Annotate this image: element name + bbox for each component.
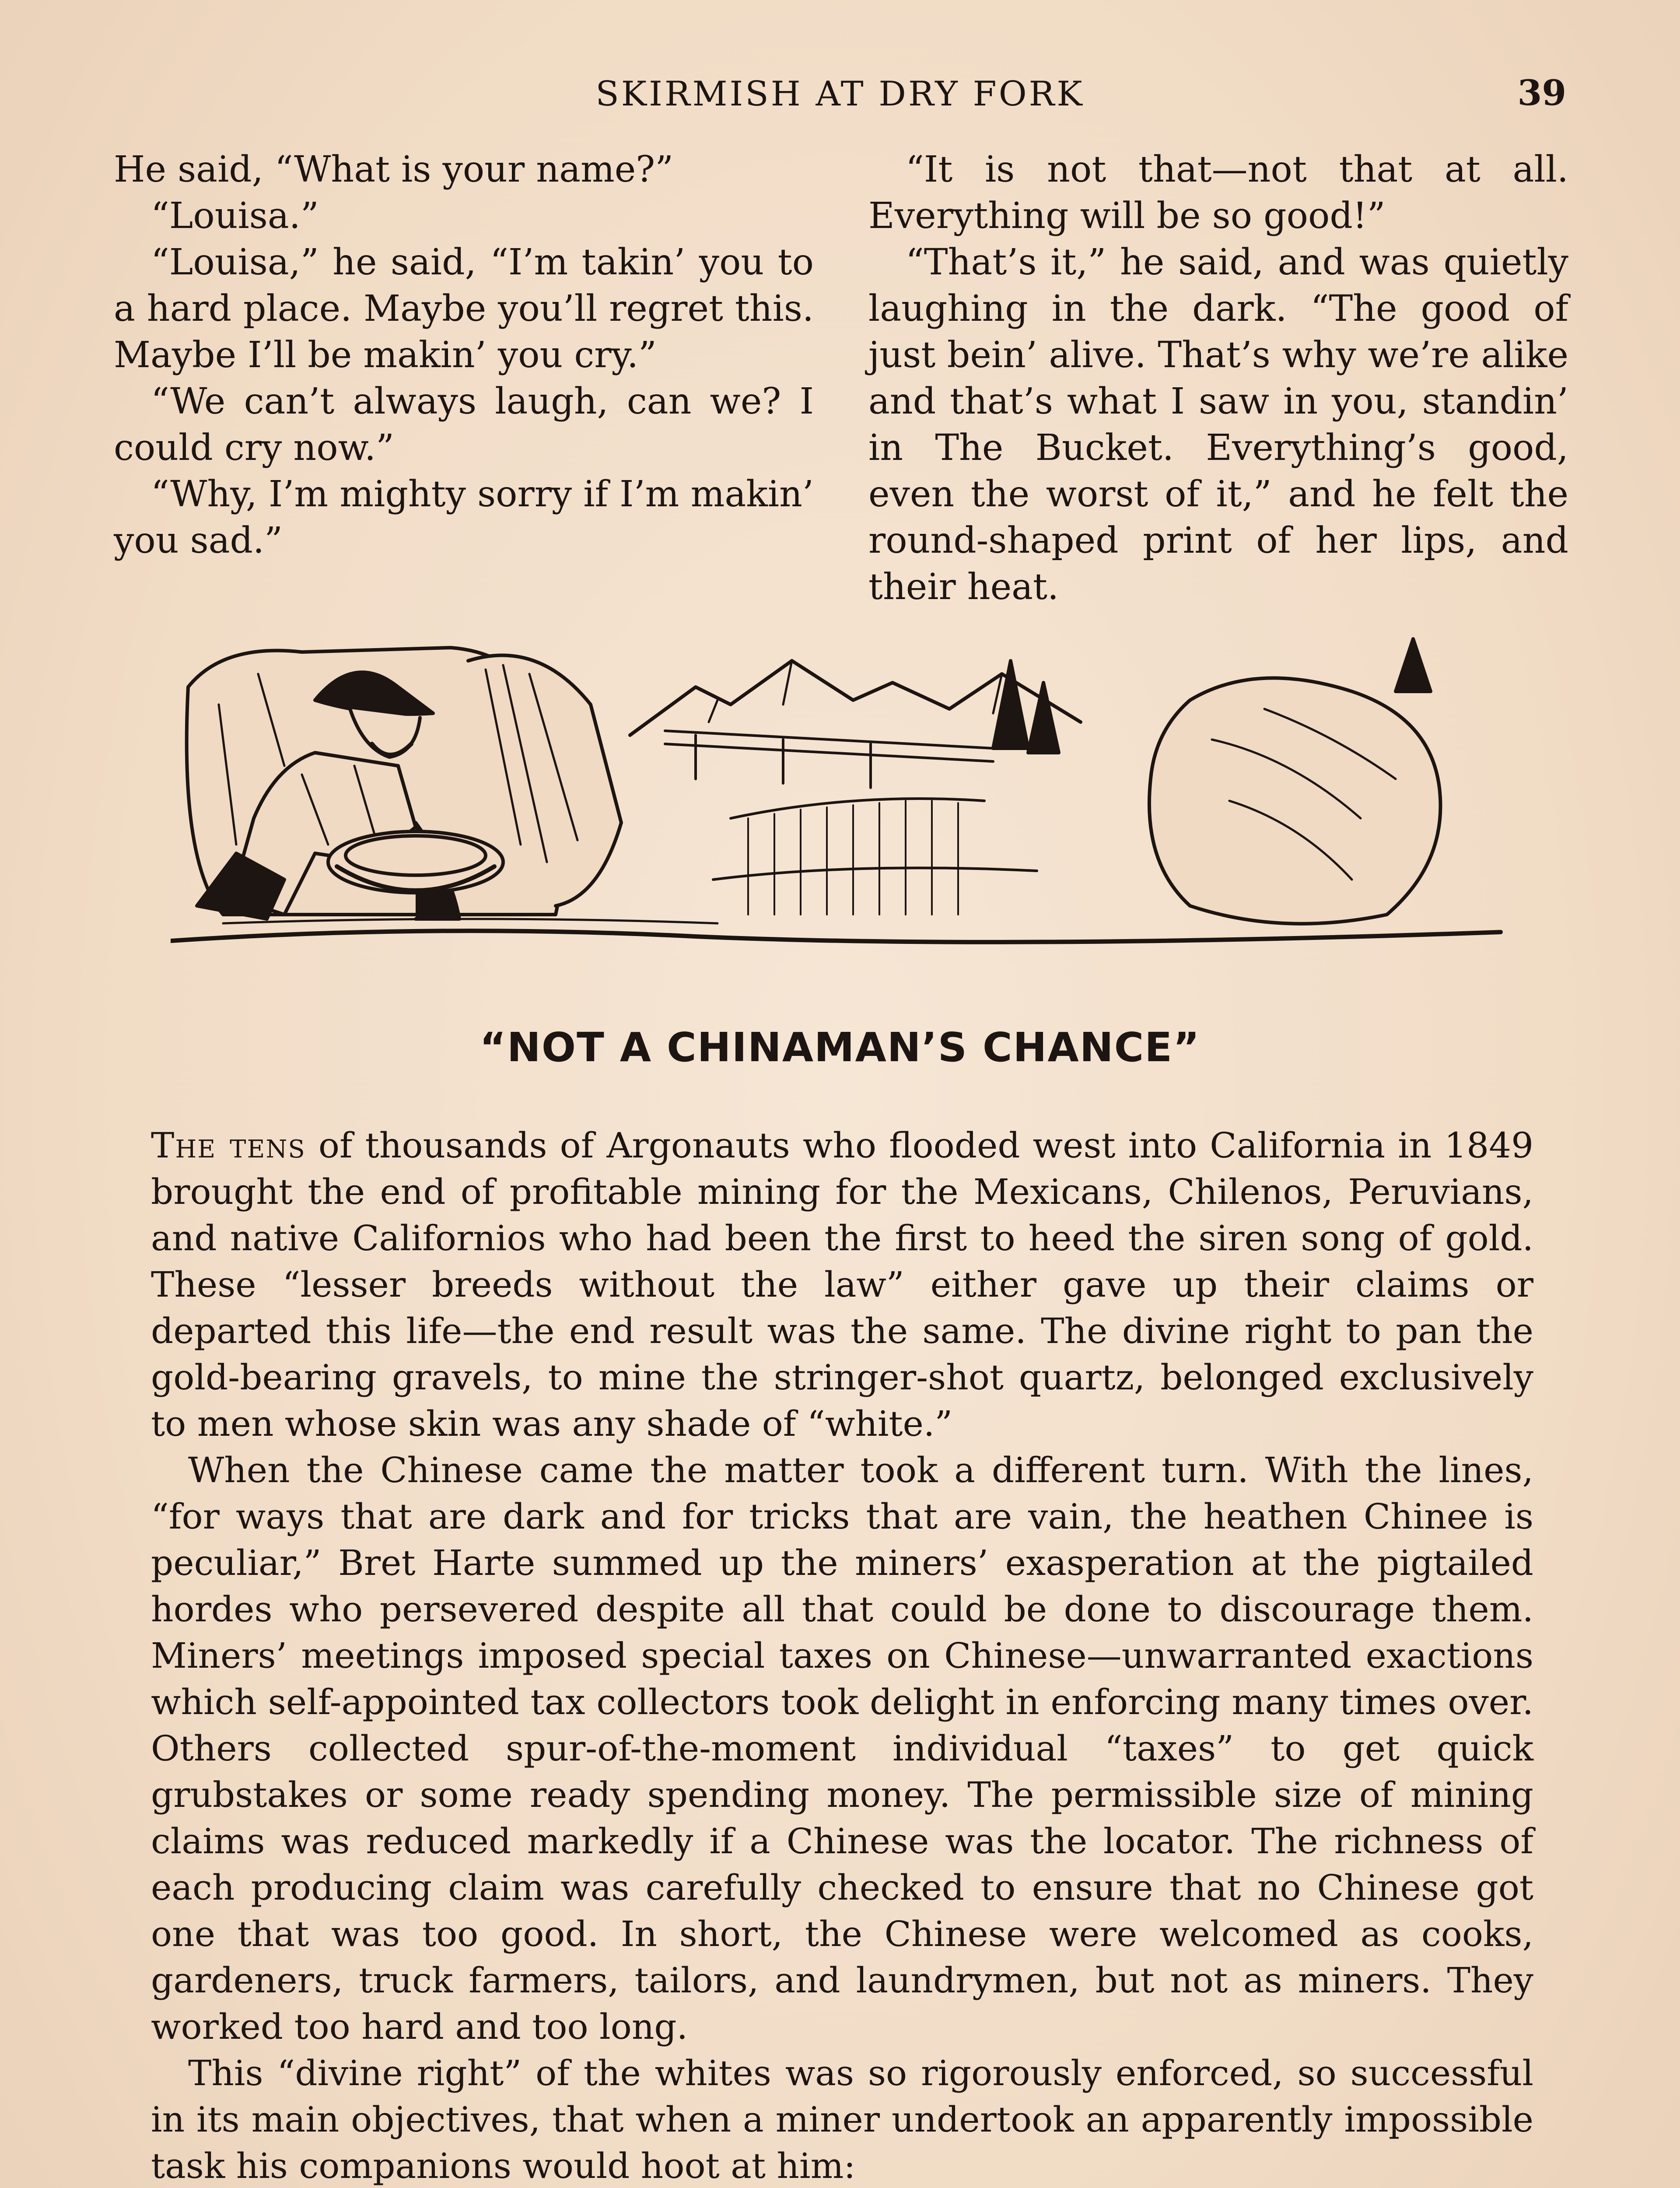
story-left-column bbox=[114, 147, 814, 564]
story-paragraph: “Why, I’m mighty sorry if I’m makin’ you sad.” bbox=[114, 473, 814, 561]
article-paragraph-text: of thousands of Argonauts who flooded west into California in 1849 brought the end of profitable mining for the Mexicans, Chilenos, Peruvians, and native Californios who had been the first to heed the siren song of gold. These “lesser breeds without the law” either gave up their claims or departed this life—the end result was the same. The divine right to pan the gold-bearing gravels, to mine the stringer-shot quartz, belonged exclusively to men whose skin was any shade of “white.” bbox=[151, 1125, 1533, 1444]
running-head: SKIRMISH AT DRY FORK bbox=[595, 74, 1085, 114]
story-right-column bbox=[868, 147, 1568, 610]
article-paragraph bbox=[151, 1122, 1533, 1447]
article-title: “NOT A CHINAMAN’S CHANCE” bbox=[480, 1024, 1200, 1071]
story-paragraph: He said, “What is your name?” bbox=[114, 149, 674, 190]
story-paragraph: “Louisa.” bbox=[151, 195, 319, 237]
story-paragraph: “That’s it,” he said, and was quietly laughing in the dark. “The good of just bein’ alive. That’s why we’re alike and that’s what I saw in you, standin’ in The Bucket. Everything’s good, even the worst of it,” and he felt the round-shaped print of her lips, and their heat. bbox=[868, 242, 1568, 608]
article-body bbox=[151, 1122, 1533, 2188]
story-paragraph: “We can’t always laugh, can we? I could cry now.” bbox=[114, 381, 814, 469]
lead-in: The tens bbox=[151, 1125, 306, 1166]
story-paragraph: “Louisa,” he said, “I’m takin’ you to a hard place. Maybe you’ll regret this. Maybe I’ll be makin’ you cry.” bbox=[114, 242, 814, 376]
article-paragraph: This “divine right” of the whites was so rigorously enforced, so successful in its main objectives, that when a miner undertook an apparently impossible task his companions would hoot at him: bbox=[151, 2053, 1533, 2186]
story-paragraph: “It is not that—not that at all. Everything will be so good!” bbox=[868, 149, 1568, 237]
page-number: 39 bbox=[1517, 72, 1566, 113]
article-paragraph: When the Chinese came the matter took a different turn. With the lines, “for ways that are dark and for tricks that are vain, the heathen Chinee is peculiar,” Bret Harte summed up the miners’ exasperation at the pigtailed hordes who persevered despite all that could be done to discourage them. Miners’ meetings imposed special taxes on Chinese—unwarranted exactions which self-appointed tax collectors took delight in enforcing many times over. Others collected spur-of-the-moment individual “taxes” to get quick grubstakes or some ready spending money. The permissible size of mining claims was reduced markedly if a Chinese was the locator. The richness of each producing claim was carefully checked to ensure that no Chinese got one that was too good. In short, the Chinese were welcomed as cooks, gardeners, truck farmers, tailors, and laundrymen, but not as miners. They worked too hard and too long. bbox=[151, 1450, 1533, 2047]
gold-panning-illustration bbox=[171, 635, 1518, 971]
